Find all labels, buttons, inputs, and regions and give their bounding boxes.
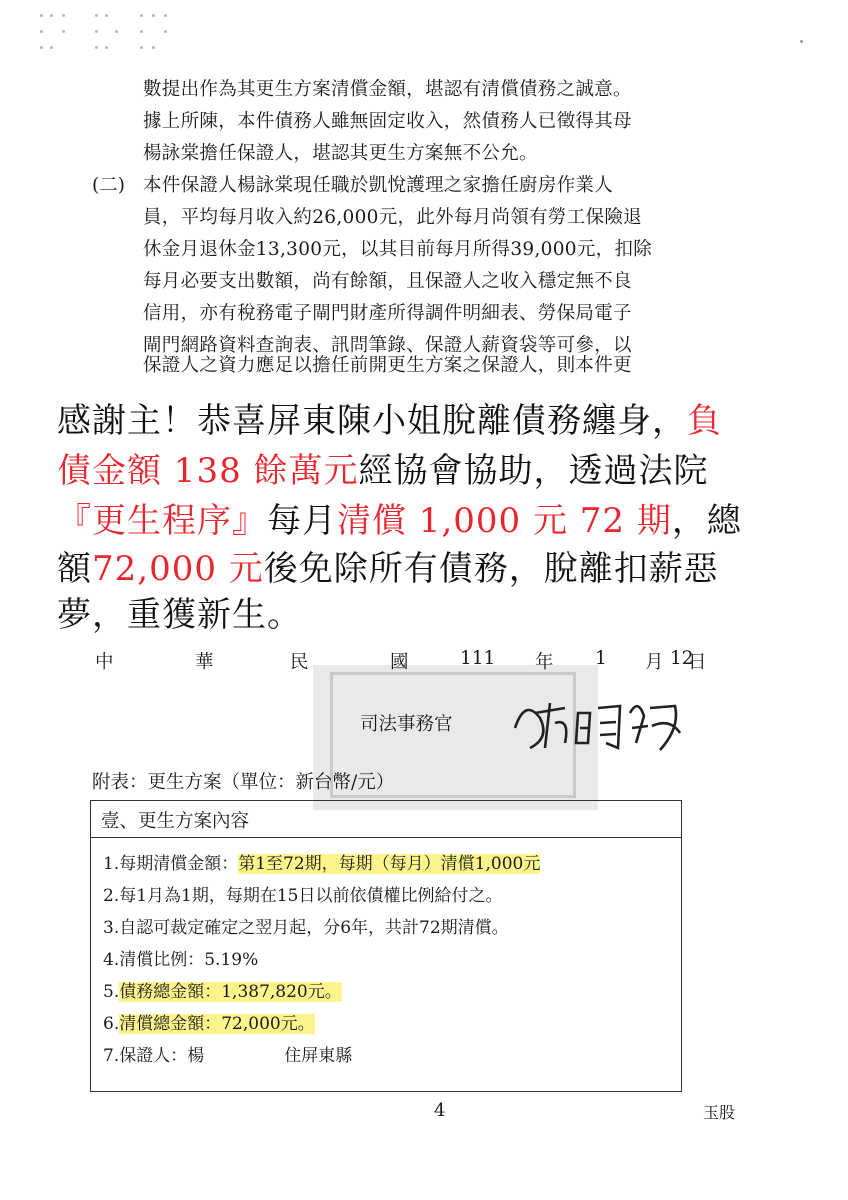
- date-char-1: 中: [95, 652, 114, 673]
- page-number: 4: [434, 1100, 446, 1121]
- attachment-title: 附表：更生方案（單位：新台幣/元）: [92, 772, 395, 793]
- item2-line-4: 每月必要支出數額，尚有餘額，且保證人之收入穩定無不良: [143, 271, 632, 292]
- item2-label: (二): [92, 175, 125, 196]
- officer-title: 司法事務官: [360, 714, 453, 735]
- date-day: 12: [670, 648, 694, 669]
- body-line-3: 楊詠棠擔任保證人，堪認其更生方案無不公允。: [143, 143, 538, 164]
- announcement-line-5: 夢，重獲新生。: [57, 595, 302, 635]
- item2-line-6: 閘門網路資料查詢表、訊問筆錄、保證人薪資袋等可參，以: [143, 335, 632, 356]
- plan-item-3: 3.自認可裁定確定之翌月起，分6年，共計72期清償。: [103, 918, 509, 938]
- plan-item-2: 2.每1月為1期，每期在15日以前依債權比例給付之。: [103, 886, 503, 906]
- body-line-2: 據上所陳，本件債務人雖無固定收入，然債務人已徵得其母: [143, 111, 632, 132]
- date-month: 1: [595, 648, 607, 669]
- body-line-1: 數提出作為其更生方案清償金額，堪認有清償債務之誠意。: [143, 79, 632, 100]
- item2-line-1: 本件保證人楊詠棠現任職於凱悅護理之家擔任廚房作業人: [143, 175, 614, 196]
- plan-item-1: 1.每期清償金額：第1至72期，每期（每月）清償1,000元: [103, 854, 541, 874]
- handwritten-signature: [510, 688, 690, 758]
- announcement-line-4: 額72,000 元後免除所有債務，脫離扣薪惡: [57, 549, 719, 589]
- date-char-4: 國: [390, 652, 409, 673]
- plan-item-4: 4.清償比例：5.19%: [103, 950, 259, 970]
- date-year-unit: 年: [535, 652, 554, 673]
- scan-dots: [40, 12, 180, 62]
- item2-line-7: 保證人之資力應足以擔任前開更生方案之保證人，則本件更: [143, 355, 632, 376]
- date-day-unit: 日: [688, 652, 707, 673]
- item2-line-5: 信用，亦有稅務電子閘門財產所得調件明細表、勞保局電子: [143, 303, 632, 324]
- date-month-unit: 月: [645, 652, 664, 673]
- announcement-line-3: 『更生程序』每月清償 1,000 元 72 期，總: [57, 501, 742, 541]
- scan-mark: [800, 40, 803, 43]
- item2-line-2: 員，平均每月收入約26,000元，此外每月尚領有勞工保險退: [143, 207, 642, 228]
- plan-table-header: 壹、更生方案內容: [91, 801, 681, 838]
- plan-item-6: 6.清償總金額：72,000元。: [103, 1014, 315, 1034]
- plan-item-5: 5.債務總金額：1,387,820元。: [103, 982, 342, 1002]
- date-char-2: 華: [195, 652, 214, 673]
- announcement-overlay: [45, 378, 805, 638]
- date-year: 111: [460, 648, 496, 669]
- court-section: 玉股: [703, 1103, 736, 1122]
- plan-table: [90, 800, 682, 1092]
- plan-item-7: 7.保證人：楊 住屏東縣: [103, 1046, 353, 1066]
- announcement-line-1: 感謝主！恭喜屏東陳小姐脫離債務纏身，負: [57, 401, 722, 441]
- announcement-line-2: 債金額 138 餘萬元經協會協助，透過法院: [57, 451, 709, 491]
- date-char-3: 民: [290, 652, 309, 673]
- item2-line-3: 休金月退休金13,300元，以其目前每月所得39,000元，扣除: [143, 239, 653, 260]
